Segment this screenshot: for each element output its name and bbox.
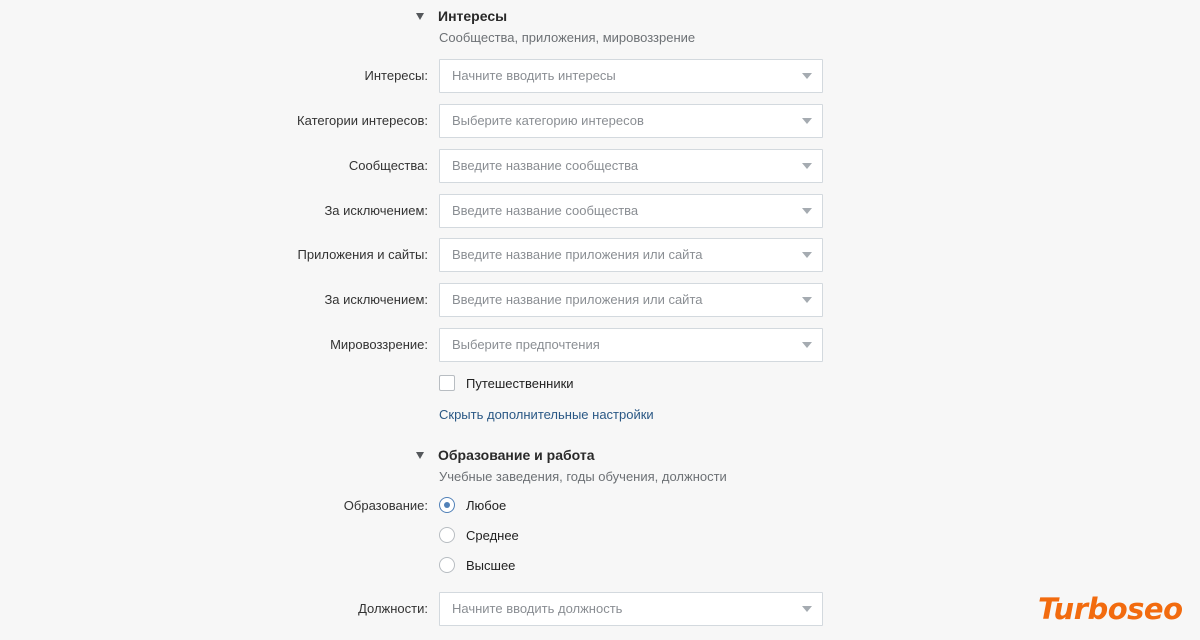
field-label: Приложения и сайты: xyxy=(297,247,428,262)
field-label: За исключением: xyxy=(324,203,428,218)
education-section-header[interactable] xyxy=(416,447,594,463)
dropdown-arrow-icon xyxy=(802,342,812,348)
field-label: За исключением: xyxy=(324,292,428,307)
education-radio-higher-label[interactable]: Высшее xyxy=(466,558,516,573)
positions-dropdown[interactable] xyxy=(439,592,823,626)
education-radio-secondary-label[interactable]: Среднее xyxy=(466,528,519,543)
dropdown-placeholder: Выберите предпочтения xyxy=(452,337,600,352)
apps-sites-dropdown[interactable] xyxy=(439,238,823,272)
field-label: Мировоззрение: xyxy=(330,337,428,352)
worldview-dropdown[interactable] xyxy=(439,328,823,362)
dropdown-placeholder: Введите название приложения или сайта xyxy=(452,292,703,307)
interests-section-header[interactable] xyxy=(416,8,507,24)
interests-section-subtitle: Сообщества, приложения, мировоззрение xyxy=(439,30,696,45)
dropdown-arrow-icon xyxy=(802,73,812,79)
education-section-title: Образование и работа xyxy=(438,447,595,463)
dropdown-arrow-icon xyxy=(802,208,812,214)
education-section-subtitle: Учебные заведения, годы обучения, должности xyxy=(439,469,727,484)
interests-section-title: Интересы xyxy=(438,8,508,24)
field-row-interest-categories xyxy=(0,104,1200,138)
field-label: Должности: xyxy=(358,601,428,616)
field-label: Категории интересов: xyxy=(297,113,428,128)
dropdown-placeholder: Введите название сообщества xyxy=(452,158,639,173)
education-radio-any[interactable] xyxy=(439,497,455,513)
field-row-communities xyxy=(0,149,1200,183)
dropdown-placeholder: Начните вводить должность xyxy=(452,601,623,616)
field-row-positions xyxy=(0,592,1200,626)
field-label: Интересы: xyxy=(364,68,428,83)
dropdown-placeholder: Начните вводить интересы xyxy=(452,68,616,83)
communities-exclude-dropdown[interactable] xyxy=(439,194,823,228)
travelers-checkbox[interactable] xyxy=(439,375,455,391)
field-label: Сообщества: xyxy=(348,158,428,173)
education-label: Образование: xyxy=(343,498,428,513)
interest-categories-dropdown[interactable] xyxy=(439,104,823,138)
field-row-worldview xyxy=(0,328,1200,362)
education-radio-any-label[interactable]: Любое xyxy=(466,498,507,513)
field-row-interests xyxy=(0,59,1200,93)
travelers-checkbox-label[interactable]: Путешественники xyxy=(466,376,574,391)
dropdown-placeholder: Введите название сообщества xyxy=(452,203,639,218)
field-row-apps-sites-exclude xyxy=(0,283,1200,317)
dropdown-arrow-icon xyxy=(802,118,812,124)
hide-extra-settings-link[interactable]: Скрыть дополнительные настройки xyxy=(439,407,654,422)
dropdown-arrow-icon xyxy=(802,606,812,612)
field-row-communities-exclude xyxy=(0,194,1200,228)
apps-sites-exclude-dropdown[interactable] xyxy=(439,283,823,317)
education-radio-higher[interactable] xyxy=(439,557,455,573)
dropdown-arrow-icon xyxy=(802,297,812,303)
collapse-triangle-icon[interactable] xyxy=(416,13,424,20)
dropdown-placeholder: Выберите категорию интересов xyxy=(452,113,644,128)
communities-dropdown[interactable] xyxy=(439,149,823,183)
collapse-triangle-icon[interactable] xyxy=(416,452,424,459)
education-radio-secondary[interactable] xyxy=(439,527,455,543)
dropdown-arrow-icon xyxy=(802,252,812,258)
field-row-apps-sites xyxy=(0,238,1200,272)
turboseo-logo: Turboseo xyxy=(1038,592,1183,626)
interests-dropdown[interactable] xyxy=(439,59,823,93)
dropdown-arrow-icon xyxy=(802,163,812,169)
dropdown-placeholder: Введите название приложения или сайта xyxy=(452,247,703,262)
